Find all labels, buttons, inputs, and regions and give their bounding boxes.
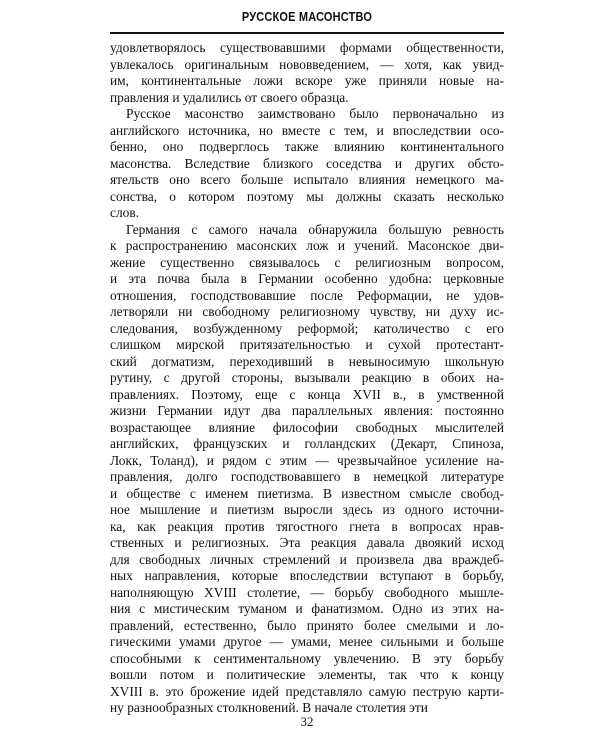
text-line: слов. <box>110 205 139 220</box>
text-line: и обществе с именем пиетизма. В известном смысле свобод- <box>110 485 504 501</box>
text-line: ский догматизм, переходивший в невыносимую школьную <box>110 353 504 369</box>
text-line: способными к сентиментальному увлечению. В эту борьбу <box>110 650 504 666</box>
text-line: английских, французских и голландских (Декарт, Спиноза, <box>110 436 504 451</box>
text-line: ных направления, которые впоследствии вступают в борьбу, <box>110 568 504 583</box>
text-line: сонства, о котором поэтому мы должны сказать несколько <box>110 188 504 204</box>
text-line: бенно, оно подверглось также влиянию континентального <box>110 139 504 154</box>
text-line: ка, как реакция против тягостного гнета в вопросах нрав- <box>110 518 504 534</box>
text-line: ну разнообразных столкновений. В начале столетия эти <box>110 700 428 715</box>
text-line: и эта почва была в Германии особенно удобна: церковные <box>110 271 504 286</box>
text-line: наполняющую XVIII столетие, — борьбу свободного мышле- <box>110 584 504 600</box>
text-line: для свободных личных стремлений и произвела два враждеб- <box>110 551 504 567</box>
text-line: следования, возбужденному реформой; католичество с его <box>110 320 504 336</box>
text-line: масонства. Вследствие близкого соседства и других обсто- <box>110 155 504 171</box>
text-line: ное мышление и пиетизм выросли здесь из одного источни- <box>110 502 504 517</box>
text-line: к распространению масонских лож и учений. Масонское дви- <box>110 238 504 253</box>
text-line: ния с мистическим туманом и фанатизмом. Одно из этих на- <box>110 601 504 616</box>
text-line: возрастающее влияние философии свободных мыслителей <box>110 419 504 435</box>
text-line: рутину, с другой стороны, вызывали реакцию в обоих на- <box>110 370 504 385</box>
text-line: им, континентальные ложи вскоре уже приняли новые на- <box>110 73 504 88</box>
text-line: слишком мирской притязательностью и сухой протестант- <box>110 337 504 352</box>
text-line: английского источника, но вместе с тем, и впоследствии осо- <box>110 122 504 138</box>
text-line: летворяли ни свободному религиозному чувству, ни духу ис- <box>110 304 504 319</box>
paragraph <box>110 106 504 222</box>
text-line: Германия с самого начала обнаружила большую ревность <box>126 221 504 237</box>
text-line: ятельств оно всего больше испытало влияния немецкого ма- <box>110 172 504 187</box>
text-line: XVIII в. это брожение идей представляло самую пеструю карти- <box>110 683 504 699</box>
text-line: гическими умами другое — умами, менее сильными и больше <box>110 634 504 649</box>
text-line: правления, долго господствовавшего в немецкой литературе <box>110 469 504 484</box>
text-line: увлекалось оригинальным нововведением, — хотя, как увид- <box>110 56 504 72</box>
text-line: удовлетворялось существовавшими формами общественности, <box>110 40 504 55</box>
text-line: Русское масонство заимствовано было первоначально из <box>126 106 504 121</box>
text-line: отношения, господствовавшие после Реформации, не удов- <box>110 287 504 303</box>
text-line: жизни Германии идут два параллельных явления: постоянно <box>110 403 504 418</box>
paragraph <box>110 40 504 106</box>
text-line: ственных и религиозных. Эта реакция давала двоякий исход <box>110 535 504 550</box>
text-line: Локк, Толанд), и рядом с этим — чрезвычайное усиление на- <box>110 452 504 468</box>
running-head: РУССКОЕ МАСОНСТВО <box>241 10 373 24</box>
body-text <box>110 40 504 717</box>
text-line: правлений, естественно, было принято более смелыми и ло- <box>110 617 504 633</box>
page-number: 32 <box>300 714 314 729</box>
text-line: вошли потом и политические элементы, так что к концу <box>110 667 504 682</box>
text-line: правлениях. Поэтому, еще с конца XVII в., в умственной <box>110 386 504 402</box>
paragraph <box>110 222 504 717</box>
header-rule <box>110 32 504 34</box>
text-line: правления и удалились от своего образца. <box>110 89 349 105</box>
text-line: жение существенно связывалось с религиозным вопросом, <box>110 254 504 270</box>
